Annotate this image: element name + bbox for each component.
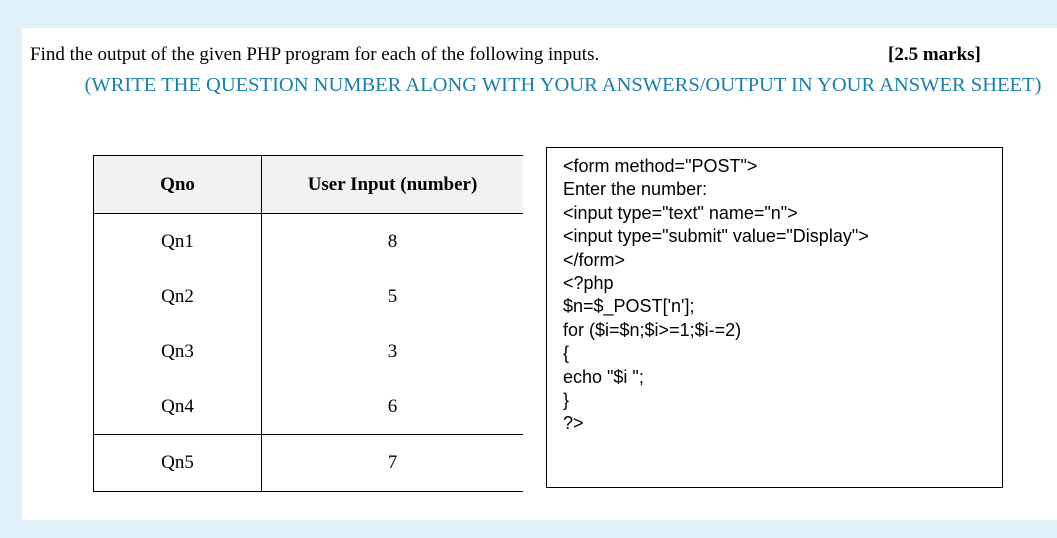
code-line: for ($i=$n;$i>=1;$i-=2) [563,319,742,340]
input-table [93,155,523,492]
instruction-text: (WRITE THE QUESTION NUMBER ALONG WITH YOUR ANSWERS/OUTPUT IN YOUR ANSWER SHEET) [84,74,1042,96]
question-text: Find the output of the given PHP program for each of the following inputs. [30,44,600,65]
marks-label: [2.5 marks] [888,44,981,65]
header-qno: Qno [94,156,262,214]
row-input: 6 [387,395,398,417]
table-row [94,379,524,435]
code-line: { [563,343,570,364]
code-line: echo "$i "; [563,366,644,387]
header-user-input: User Input (number) [262,156,524,214]
table-row [94,214,524,270]
table-header-row [94,156,524,214]
row-input: 8 [387,230,398,252]
table-row [94,324,524,379]
code-line: <input type="text" name="n"> [563,202,798,223]
table-row [94,435,524,492]
row-input: 7 [262,435,524,492]
code-line: </form> [563,249,626,270]
row-input: 3 [387,340,398,362]
code-line: } [563,390,570,411]
php-code-box [546,147,1003,488]
code-line: $n=$_POST['n']; [563,296,695,317]
row-qno: Qn4 [94,379,262,435]
row-qno: Qn1 [94,214,262,270]
code-line: <?php [563,273,614,294]
row-qno: Qn2 [94,269,262,324]
code-line: <form method="POST"> [563,156,758,176]
question-page [22,28,1057,520]
code-line: ?> [563,413,584,434]
row-qno: Qn5 [94,435,262,492]
table-row [94,269,524,324]
code-line: <input type="submit" value="Display"> [563,226,869,247]
row-input: 5 [387,285,398,307]
code-line: Enter the number: [563,179,708,200]
row-qno: Qn3 [94,324,262,379]
